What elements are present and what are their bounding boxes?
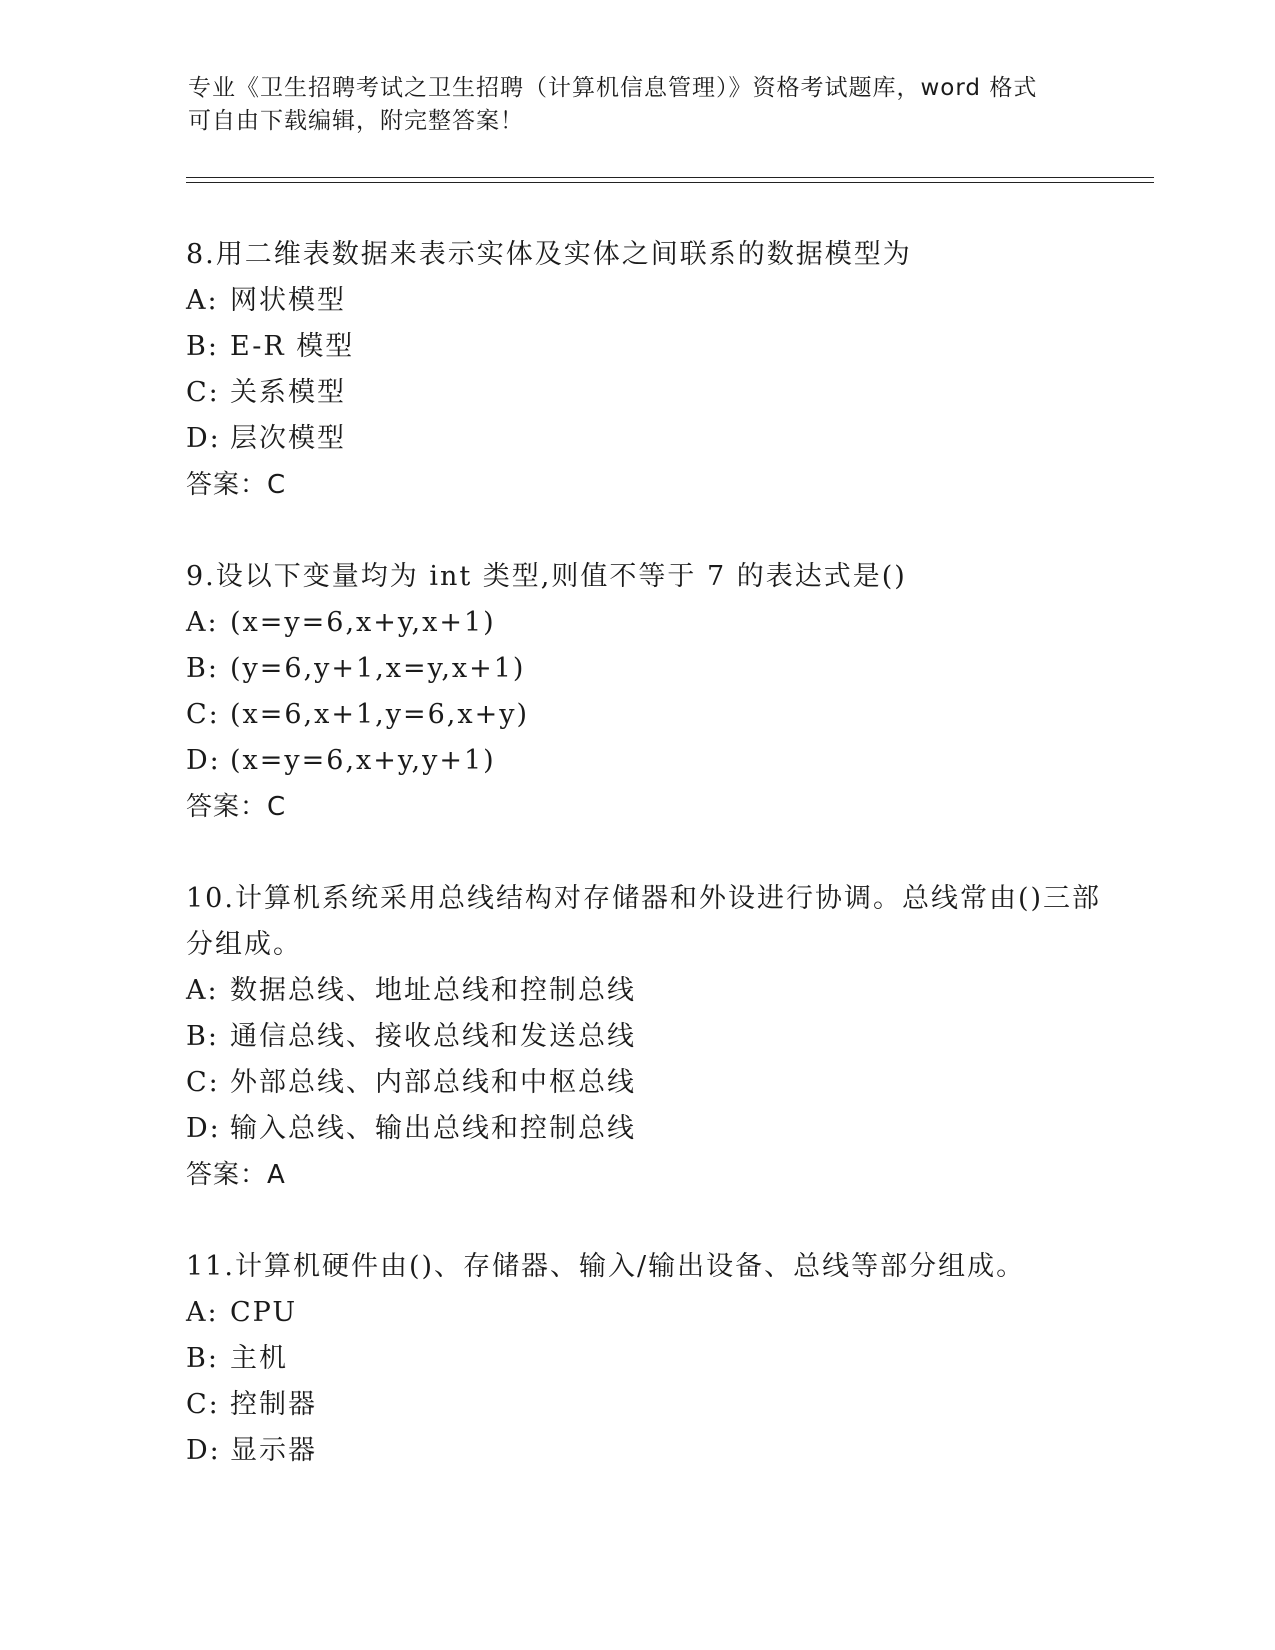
answer-line: 答案：C	[186, 470, 287, 500]
answer-line: 答案：A	[186, 1160, 286, 1190]
header-divider-top	[186, 177, 1154, 178]
option-key: C:	[186, 1389, 220, 1420]
header-line-2: 可自由下载编辑，附完整答案！	[188, 108, 524, 134]
header-line-1: 专业《卫生招聘考试之卫生招聘（计算机信息管理）》资格考试题库，word 格式	[188, 75, 1038, 101]
option-key: B:	[186, 331, 219, 362]
option-text: (x=6,x+1,y=6,x+y)	[230, 699, 530, 730]
question-stem: 10.计算机系统采用总线结构对存储器和外设进行协调。总线常由()三部分组成。	[186, 883, 1102, 960]
option-key: A:	[186, 975, 219, 1006]
option-key: B:	[186, 653, 219, 684]
option-b	[186, 1014, 1126, 1060]
option-key: A:	[186, 285, 219, 316]
option-b	[186, 1336, 1126, 1382]
question-stem: 8.用二维表数据来表示实体及实体之间联系的数据模型为	[186, 239, 912, 270]
option-d	[186, 1106, 1126, 1152]
option-c	[186, 1382, 1126, 1428]
option-text: 通信总线、接收总线和发送总线	[230, 1021, 636, 1052]
option-text: 外部总线、内部总线和中枢总线	[230, 1067, 636, 1098]
option-d	[186, 416, 1126, 462]
option-key: B:	[186, 1343, 219, 1374]
question-list	[186, 232, 1126, 1520]
option-key: C:	[186, 377, 220, 408]
question-10	[186, 876, 1126, 1198]
option-text: CPU	[230, 1297, 298, 1328]
option-text: 关系模型	[230, 377, 346, 408]
option-text: 显示器	[230, 1435, 317, 1466]
question-stem: 9.设以下变量均为 int 类型,则值不等于 7 的表达式是()	[186, 561, 907, 592]
option-b	[186, 324, 1126, 370]
option-text: 输入总线、输出总线和控制总线	[230, 1113, 636, 1144]
option-a	[186, 600, 1126, 646]
option-key: A:	[186, 1297, 219, 1328]
option-b	[186, 646, 1126, 692]
option-key: A:	[186, 607, 219, 638]
option-key: D:	[186, 1435, 221, 1466]
question-9	[186, 554, 1126, 830]
option-c	[186, 370, 1126, 416]
option-text: 控制器	[230, 1389, 317, 1420]
option-text: 主机	[230, 1343, 288, 1374]
option-text: (x=y=6,x+y,x+1)	[230, 607, 496, 638]
header-divider-bottom	[186, 182, 1154, 183]
option-a	[186, 278, 1126, 324]
option-a	[186, 1290, 1126, 1336]
option-key: D:	[186, 745, 221, 776]
document-header	[188, 72, 1088, 138]
option-a	[186, 968, 1126, 1014]
question-stem: 11.计算机硬件由()、存储器、输入/输出设备、总线等部分组成。	[186, 1251, 1026, 1282]
question-8	[186, 232, 1126, 508]
option-key: C:	[186, 699, 220, 730]
option-text: (y=6,y+1,x=y,x+1)	[230, 653, 526, 684]
option-key: D:	[186, 1113, 221, 1144]
option-text: 数据总线、地址总线和控制总线	[230, 975, 636, 1006]
option-key: C:	[186, 1067, 220, 1098]
option-c	[186, 1060, 1126, 1106]
option-text: E-R 模型	[230, 331, 355, 362]
option-text: 网状模型	[230, 285, 346, 316]
option-c	[186, 692, 1126, 738]
question-11	[186, 1244, 1126, 1474]
option-text: (x=y=6,x+y,y+1)	[230, 745, 496, 776]
answer-line: 答案：C	[186, 792, 287, 822]
option-d	[186, 1428, 1126, 1474]
option-text: 层次模型	[230, 423, 346, 454]
option-key: D:	[186, 423, 221, 454]
option-d	[186, 738, 1126, 784]
option-key: B:	[186, 1021, 219, 1052]
